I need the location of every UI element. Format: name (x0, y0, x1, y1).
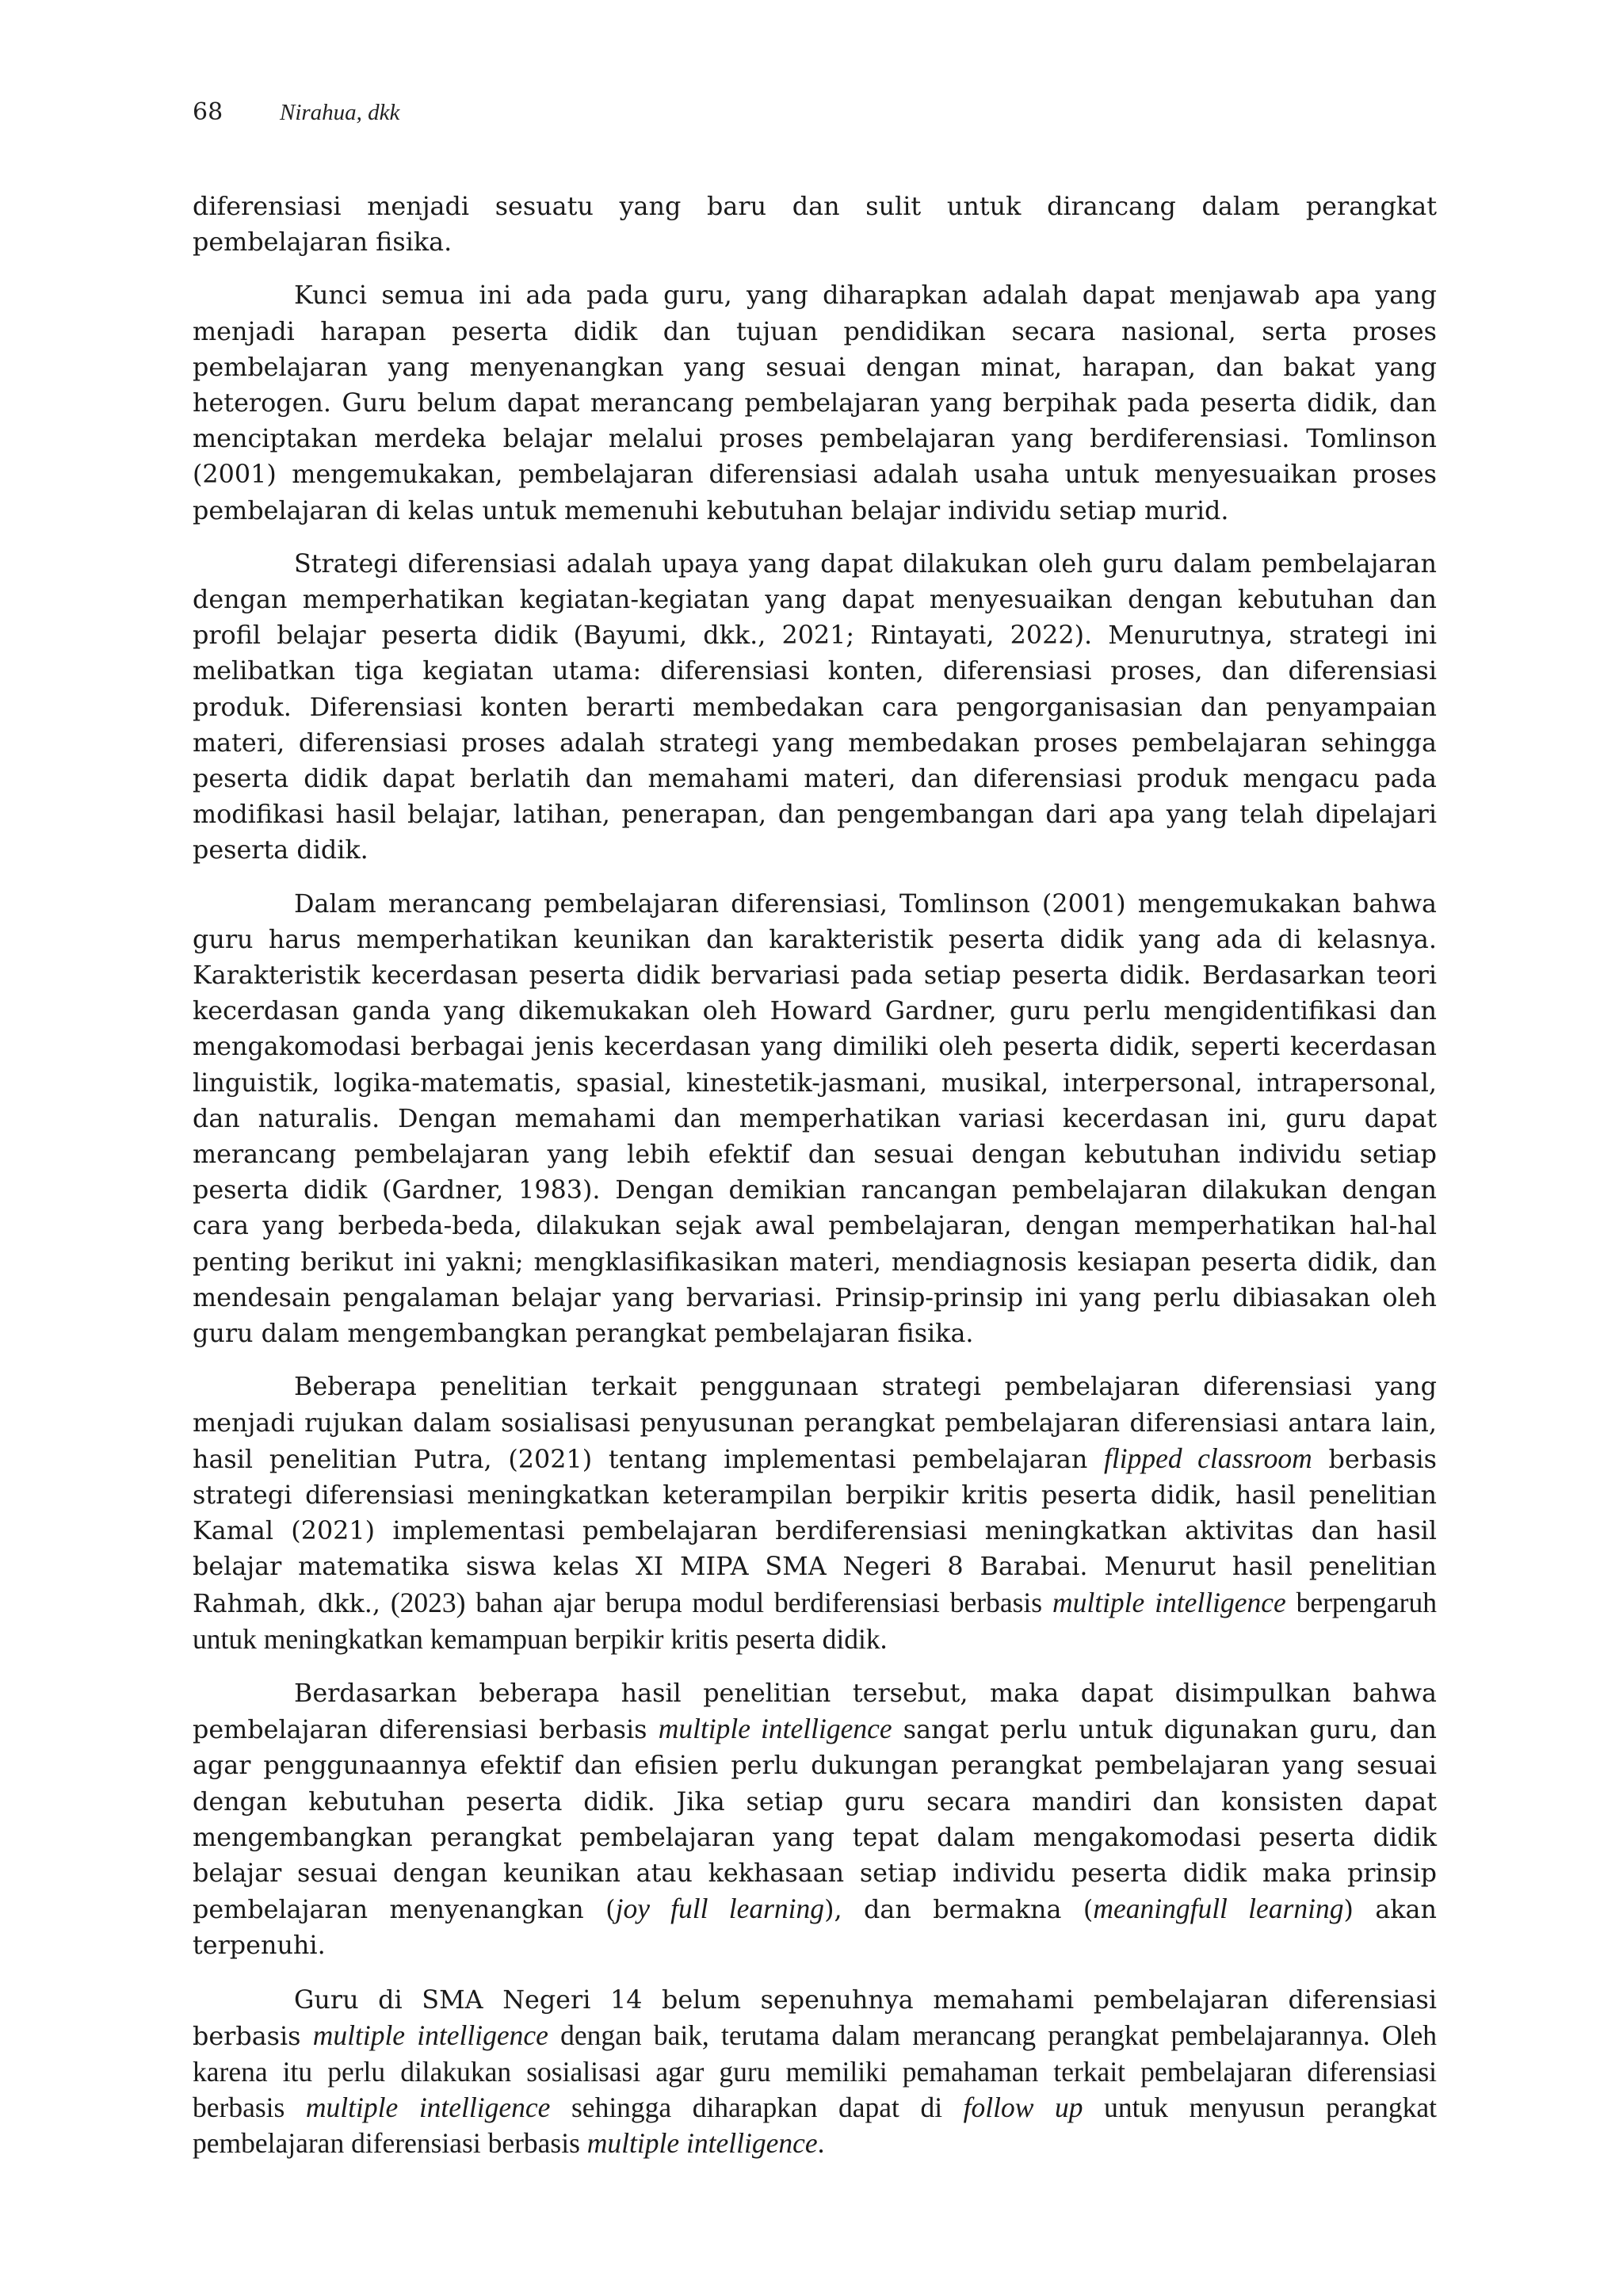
paragraph-4-text-b: berbasis strategi diferensiasi meningkatkan keterampilan berpikir kritis peserta didik, hasil penelitian Kamal (2021) implementasi pembelajaran berdiferensiasi meningkatkan aktivitas dan hasil belajar matematika siswa kelas XI MIPA SMA Negeri 8 Barabai. Menurut hasil penelitian Rahmah, dkk., (193, 1444, 1437, 1618)
paragraph-4 (193, 1369, 1437, 1658)
paragraph-6 (193, 1981, 1437, 2162)
paragraph-0: diferensiasi menjadi sesuatu yang baru dan sulit untuk dirancang dalam perangkat pembelajaran fisika. (193, 192, 1437, 258)
page-number: 68 (193, 98, 223, 126)
paragraph-6-text-d: untuk menyusun perangkat pembelajaran diferensiasi berbasis (193, 2092, 1437, 2160)
paragraph-4-italic-b: multiple intelligence (1052, 1586, 1286, 1618)
paragraph-6-text-e: . (817, 2127, 825, 2160)
paragraph-6-text-a: Guru di SMA Negeri 14 belum sepenuhnya memahami pembelajaran diferensiasi berbasis (193, 1985, 1437, 2051)
paragraph-6-text-c: sehingga diharapkan dapat di (550, 2092, 964, 2124)
paragraph-1: Kunci semua ini ada pada guru, yang diharapkan adalah dapat menjawab apa yang menjadi harapan peserta didik dan tujuan pendidikan secara nasional, serta proses pembelajaran yang menyenangkan yang sesuai dengan minat, harapan, dan bakat yang heterogen. Guru belum dapat merancang pembelajaran yang berpihak pada peserta didik, dan menciptakan merdeka belajar melalui proses pembelajaran yang berdiferensiasi. Tomlinson (2001) mengemukakan, pembelajaran diferensiasi adalah usaha untuk menyesuaikan proses pembelajaran di kelas untuk memenuhi kebutuhan belajar individu setiap murid. (193, 281, 1437, 525)
paragraph-5-text-b: sangat perlu untuk digunakan guru, dan agar penggunaannya efektif dan efisien perlu dukungan perangkat pembelajaran yang sesuai dengan kebutuhan peserta didik. Jika setiap guru secara mandiri dan konsisten dapat mengembangkan perangkat pembelajaran yang tepat dalam mengakomodasi peserta didik belajar sesuai dengan keunikan atau kekhasaan setiap individu peserta didik maka prinsip pembelajaran menyenangkan ( (193, 1715, 1438, 1925)
paragraph-4-italic-a: flipped classroom (1104, 1442, 1312, 1474)
body-text (193, 189, 1437, 2179)
paragraph-6-italic-c: follow up (963, 2092, 1083, 2124)
paragraph-4-text-d: berpengaruh untuk meningkatkan kemampuan berpikir kritis peserta didik. (193, 1586, 1437, 1655)
paragraph-5-text-d: ) akan terpenuhi. (193, 1895, 1437, 1961)
paragraph-3: Dalam merancang pembelajaran diferensiasi, Tomlinson (2001) mengemukakan bahwa guru harus memperhatikan keunikan dan karakteristik peserta didik yang ada di kelasnya. Karakteristik kecerdasan peserta didik bervariasi pada setiap peserta didik. Berdasarkan teori kecerdasan ganda yang dikemukakan oleh Howard Gardner, guru perlu mengidentifikasi dan mengakomodasi berbagai jenis kecerdasan yang dimiliki oleh peserta didik, seperti kecerdasan linguistik, logika-matematis, spasial, kinestetik-jasmani, musikal, interpersonal, intrapersonal, dan naturalis. Dengan memahami dan memperhatikan variasi kecerdasan ini, guru dapat merancang pembelajaran yang lebih efektif dan sesuai dengan kebutuhan individu setiap peserta didik (Gardner, 1983). Dengan demikian rancangan pembelajaran dilakukan dengan cara yang berbeda-beda, dilakukan sejak awal pembelajaran, dengan memperhatikan hal-hal penting berikut ini yakni; mengklasifikasikan materi, mendiagnosis kesiapan peserta didik, dan mendesain pengalaman belajar yang bervariasi. Prinsip-prinsip ini yang perlu dibiasakan oleh guru dalam mengembangkan perangkat pembelajaran fisika. (193, 888, 1437, 1349)
paragraph-5-italic-a: multiple intelligence (658, 1713, 892, 1745)
page-header (193, 98, 399, 126)
paragraph-4-text-a: Beberapa penelitian terkait penggunaan strategi pembelajaran diferensiasi yang menjadi rujukan dalam sosialisasi penyusunan perangkat pembelajaran diferensiasi antara lain, hasil penelitian Putra, (2021) tentang implementasi pembelajaran (193, 1372, 1437, 1474)
paragraph-5-italic-c: meaningfull learning (1093, 1893, 1344, 1925)
paragraph-5 (193, 1675, 1437, 1964)
paragraph-4-text-c: (2023) bahan ajar berupa modul berdiferensiasi berbasis (380, 1586, 1052, 1618)
paragraph-6-italic-b: multiple intelligence (305, 2092, 551, 2124)
paragraph-5-italic-b: joy full learning (615, 1893, 825, 1925)
paragraph-6-italic-d: multiple intelligence (586, 2127, 818, 2160)
paragraph-5-text-a: Berdasarkan beberapa hasil penelitian tersebut, maka dapat disimpulkan bahwa pembelajaran diferensiasi berbasis (193, 1678, 1437, 1745)
running-author: Nirahua, dkk (280, 100, 400, 125)
paragraph-2: Strategi diferensiasi adalah upaya yang dapat dilakukan oleh guru dalam pembelajaran dengan memperhatikan kegiatan-kegiatan yang dapat menyesuaikan dengan kebutuhan dan profil belajar peserta didik (Bayumi, dkk., 2021; Rintayati, 2022). Menurutnya, strategi ini melibatkan tiga kegiatan utama: diferensiasi konten, diferensiasi proses, dan diferensiasi produk. Diferensiasi konten berarti membedakan cara pengorganisasian dan penyampaian materi, diferensiasi proses adalah strategi yang membedakan proses pembelajaran sehingga peserta didik dapat berlatih dan memahami materi, dan diferensiasi produk mengacu pada modifikasi hasil belajar, latihan, penerapan, dan pengembangan dari apa yang telah dipelajari peserta didik. (193, 548, 1437, 865)
paragraph-6-text-b: dengan baik, terutama dalam merancang perangkat pembelajarannya. Oleh karena itu perlu dilakukan sosialisasi agar guru memiliki pemahaman terkait pembelajaran diferensiasi berbasis (193, 2019, 1438, 2124)
paragraph-6-italic-a: multiple intelligence (312, 2019, 548, 2051)
paragraph-5-text-c: ), dan bermakna ( (824, 1895, 1094, 1925)
